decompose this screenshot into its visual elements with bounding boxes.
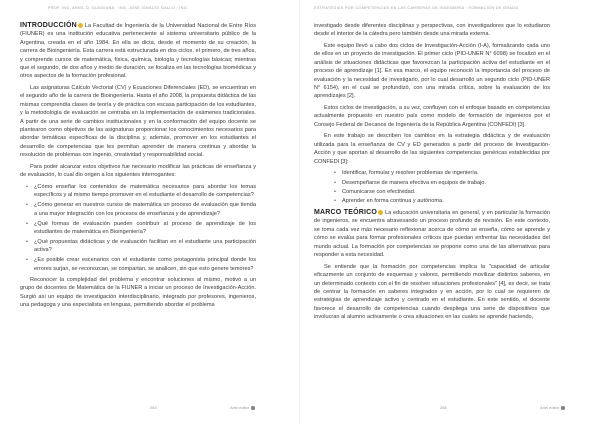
competency-item: • Comunicarse con efectividad.	[342, 188, 550, 196]
publisher-brand-left	[230, 405, 255, 410]
body-paragraph: En este trabajo se describen los cambios en la estrategia didáctica y de evaluación utilizada para la enseñanza de CV y ED generados a partir del proceso de Investigación-Acción y que aportan al desarrollo de las siguientes competencias genéricas establecidas por CONFEDI [3]:	[314, 133, 550, 165]
question-item: • ¿Cómo generar en nuestros cursos de matemática un proceso de evaluación que tienda a una mayor integración con los procesos de enseñanza y de aprendizaje?	[34, 201, 256, 218]
section-badge-icon	[378, 210, 383, 215]
body-paragraph: investigado desde diferentes disciplinas y perspectivas, con investigadores que lo estudiaron desde el interior de la cátedra pero también desde una mirada externa.	[314, 23, 550, 38]
right-page	[300, 0, 600, 424]
question-item: • ¿Cómo enseñar los contenidos de matemática necesarios para abordar los temas específicos y al mismo tiempo promover en el estudiante el desarrollo de competencias?	[34, 183, 256, 200]
competencies-list	[314, 169, 550, 206]
question-item: • ¿Qué formas de evaluación pueden contribuir al proceso de aprendizaje de los estudiantes de matemática en Bioingeniería?	[34, 220, 256, 237]
body-paragraph: Este equipo llevó a cabo dos ciclos de Investigación-Acción (I-A), formalizando cada uno de ellos en un proyecto de investigación. El primer ciclo (PID-UNER N° 6098) se focalizó en el análisis de situaciones didácticas que favorezcan la participación activa del estudiante en el proceso de aprendizaje [1]. En esa marco, el equipo reconoció la importancia del proceso de evaluación y la necesidad de investigarlo, por lo cual desarrolló un segundo ciclo (PID-UNER N° 6154), en el cual se profundizó, con una mirada crítica, sobre la evaluación de los aprendizajes [2].	[314, 43, 550, 100]
competency-item: • Identificar, formular y resolver problemas de ingeniería.	[342, 169, 550, 177]
body-paragraph: Las asignaturas Cálculo Vectorial (CV) y Ecuaciones Diferenciales (ED), se encuentran en el segundo año de la carrera de Bioingeniería. Hasta el año 2008, la propuesta didáctica de las mismas comprendía clases de teoría y de práctica con escasa participación de los estudiantes, y la metodología de evaluación se centraba en la implementación de exámenes tradicionales. A partir de una serie de cambios institucionales y en la conformación del equipo docente se plantearon como objetivos de las asignaturas proporcionar los conocimientos necesarios para abordar temáticas específicas de la disciplina y, además, promover en los estudiantes el desarrollo de competencias que les permitan aprender de manera continua y abordar la resolución de problemas con ingenio, creatividad y responsabilidad social.	[20, 85, 256, 159]
body-paragraph: Se entiende que la formación por competencias implica la "capacidad de articular eficazmente un conjunto de esquemas y valores, permitiendo movilizar distintos saberes, en un determinado contexto con el fin de resolver situaciones profesionales" [4], es decir, se trata de centrar la formación en saberes integrados y en acción, por lo cual se requieren de estrategias de aprendizaje activo y centrado en el estudiante. En este sentido, el docente favorece el desarrollo de competencias cuando despliega una serie de dispositivos que involucran al alumno activamente o crea situaciones en las cuales se aprende haciendo,	[314, 263, 550, 321]
questions-list	[20, 183, 256, 273]
page-number-left: 284	[150, 405, 157, 410]
intro-paragraph	[20, 22, 256, 81]
page-number-right: 285	[440, 405, 447, 410]
question-item: • ¿Es posible crear escenarios con el estudiante como protagonista principal donde los errores surjan, se reconozcan, se compartan, se analicen, sin que esto genere temores?	[34, 256, 256, 273]
publisher-brand-right	[540, 405, 565, 410]
left-column	[20, 22, 256, 313]
section-badge-icon	[78, 23, 83, 28]
publisher-brand-text: Ariel editor	[540, 405, 560, 410]
publisher-brand-text: Ariel editor	[230, 405, 250, 410]
body-paragraph: Para poder alcanzar estos objetivos fue necesario modificar las prácticas de enseñanza y de evaluación, lo cual dio origen a los siguientes interrogantes:	[20, 163, 256, 179]
competency-item: • Aprender en forma continua y autónoma.	[342, 197, 550, 205]
marco-paragraph-text: La educación universitaria en general, y en particular la formación de ingenieros, se encuentra atravesando un proceso profundo de revisión. En este contexto, se toma cada vez más necesario reflexionar acerca de cómo se enseña, cómo se aprende y cómo se evalúa para formar profesionales críticos que puedan enfrentar las necesidades del mundo actual. La formación por competencias se propone como una de las alternativas para responder a esta necesidad.	[314, 210, 550, 259]
body-paragraph: Estos ciclos de investigación, a su vez, confluyen con el enfoque basado en competencias actualmente propuesto en nuestro país como modelo de formación de ingenieros por el Consejo Federal de Decanos de Ingeniería de la República Argentina (CONFEDI) [3].	[314, 105, 550, 128]
question-item: • ¿Qué propuestas didácticas y de evaluación facilitan en el estudiante una participación activa?	[34, 238, 256, 255]
section-heading-marco-teorico: MARCO TEÓRICO	[314, 209, 378, 217]
marco-paragraph	[314, 209, 550, 259]
body-paragraph: Reconocer la complejidad del problema y encontrar soluciones al mismo, motivó a un grupo de docentes de Matemática de la FIUNER a iniciar un proceso de Investigación-Acción. Surgió así un equipo de investigación interdisciplinario, integrado por profesores, ingenieros, una pedagoga y una especialista en lenguas, permitiendo abordar el problema	[20, 276, 256, 309]
running-header-left: PROF. ING. ARIEL D. GUGGIANA · ING. JOSÉ IGNACIO GALLO · ING.	[48, 6, 189, 10]
right-column	[314, 22, 550, 325]
publisher-logo-icon	[251, 406, 255, 410]
competency-item: • Desempeñarse de manera efectiva en equipos de trabajo.	[342, 179, 550, 187]
section-heading-introduccion: INTRODUCCIÓN	[20, 22, 77, 29]
publisher-logo-icon	[561, 406, 565, 410]
running-header-right: ESTRATEGIAS POR COMPETENCIAS EN LAS CARRERAS DE INGENIERÍA · FORMACIÓN DE GRADO	[314, 6, 519, 10]
intro-paragraph-text: La Facultad de Ingeniería de la Universidad Nacional de Entre Ríos (FIUNER) es una institución educativa perteneciente al sistema universitario público de la Argentina, creada en el año 1984. En ella se dicta, desde el momento de su creación, la carrera de Bioingeniería. Esta carrera está estructurada en dos ciclos, el primero, de tres años, y comprende cursos de matemática, física, química, biología y tecnologías básicas; mientras que el segundo, de dos años y medio de duración, se focaliza en las tecnologías biomédicas y otros aspectos de la formación profesional.	[20, 23, 256, 80]
